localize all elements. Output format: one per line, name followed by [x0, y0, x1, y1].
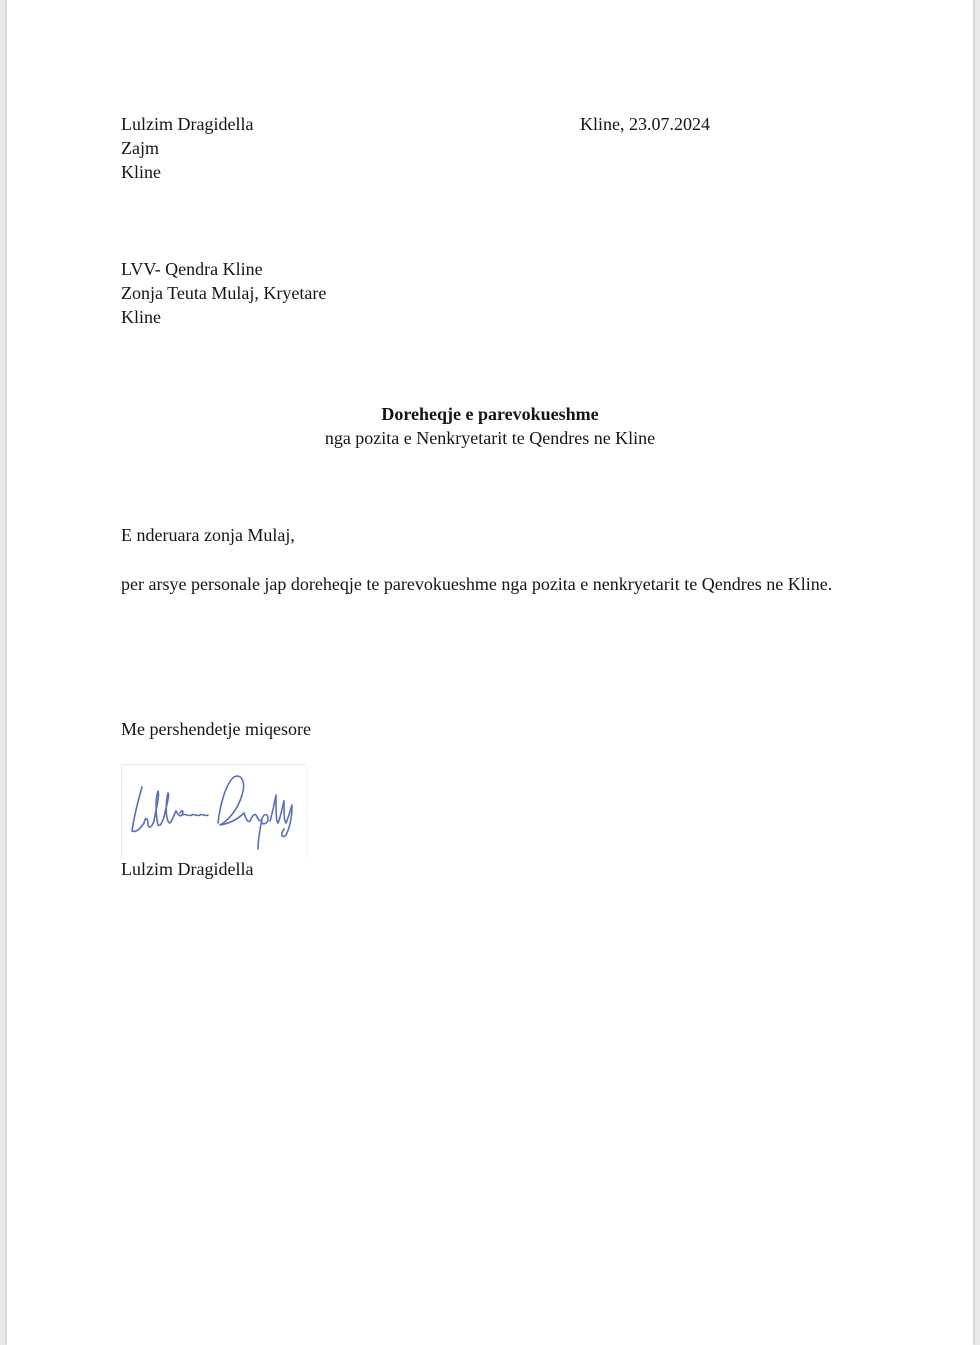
- document-page: [7, 0, 973, 1345]
- salutation: E nderuara zonja Mulaj,: [121, 525, 295, 545]
- recipient-organization: LVV- Qendra Kline: [121, 259, 263, 279]
- subject-title: Doreheqje e parevokueshme: [381, 404, 599, 424]
- signed-name: Lulzim Dragidella: [121, 859, 254, 879]
- subject-subtitle: nga pozita e Nenkryetarit te Qendres ne Kline: [324, 428, 656, 448]
- sender-address-line: Zajm: [121, 138, 159, 158]
- recipient-name: Zonja Teuta Mulaj, Kryetare: [121, 283, 327, 303]
- closing: Me pershendetje miqesore: [121, 719, 311, 739]
- recipient-city: Kline: [121, 307, 161, 327]
- signature-icon: [122, 765, 306, 859]
- sender-city: Kline: [121, 162, 161, 182]
- sender-name: Lulzim Dragidella: [121, 114, 254, 134]
- place-date: Kline, 23.07.2024: [580, 114, 710, 134]
- signature-image: [121, 764, 307, 859]
- letter-body: per arsye personale jap doreheqje te parevokueshme nga pozita e nenkryetarit te Qendres ne Kline.: [121, 574, 833, 594]
